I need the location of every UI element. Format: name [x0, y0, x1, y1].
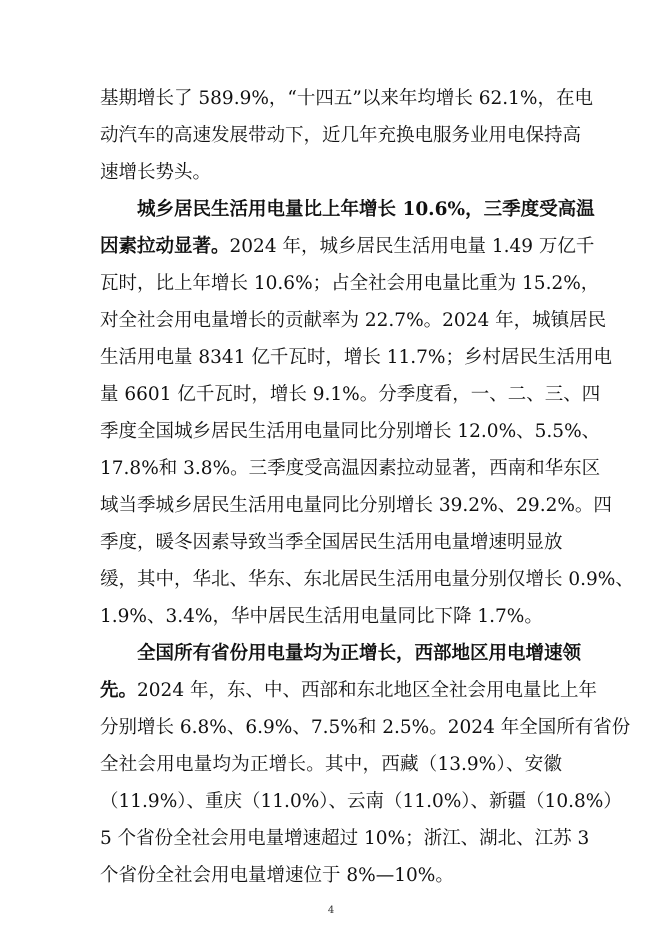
paragraph-line — [137, 643, 582, 665]
page-number: 4 — [327, 905, 335, 916]
paragraph-line — [100, 717, 631, 739]
bold-heading-text: 先。 — [100, 680, 138, 701]
paragraph-line — [100, 310, 607, 332]
line-text: 2024 年，城乡居民生活用电量 1.49 万亿千 — [229, 236, 595, 257]
line-text: 动汽车的高速发展带动下，近几年充换电服务业用电保持高 — [100, 125, 582, 146]
paragraph-line — [100, 236, 595, 258]
line-text: 域当季城乡居民生活用电量同比分别增长 39.2%、29.2%。四 — [100, 495, 612, 516]
line-text: 对全社会用电量增长的贡献率为 22.7%。2024 年，城镇居民 — [100, 310, 607, 331]
paragraph-line — [100, 606, 562, 628]
paragraph-line — [100, 88, 593, 110]
paragraph-line — [100, 273, 600, 295]
paragraph-line — [100, 532, 562, 554]
paragraph-line — [100, 347, 612, 369]
paragraph-line — [100, 384, 601, 406]
bold-heading-text: 全国所有省份用电量均为正增长，西部地区用电增速领 — [137, 643, 582, 664]
line-text: 1.9%、3.4%，华中居民生活用电量同比下降 1.7%。 — [100, 606, 543, 627]
line-text: 速增长势头。 — [100, 162, 212, 183]
line-text: 季度全国城乡居民生活用电量同比分别增长 12.0%、5.5%、 — [100, 421, 601, 442]
paragraph-line — [100, 680, 597, 702]
line-text: 基期增长了 589.9%，“十四五”以来年均增长 62.1%，在电 — [100, 88, 593, 109]
line-text: （11.9%）、重庆（11.0%）、云南（11.0%）、新疆（10.8%） — [100, 791, 622, 812]
line-text: 分别增长 6.8%、6.9%、7.5%和 2.5%。2024 年全国所有省份 — [100, 717, 631, 738]
bold-heading-text: 城乡居民生活用电量比上年增长 10.6%，三季度受高温 — [137, 199, 595, 220]
paragraph-line — [100, 865, 562, 887]
paragraph-line — [100, 569, 634, 591]
line-text: 个省份全社会用电量增速位于 8%—10%。 — [100, 865, 454, 886]
paragraph-line — [100, 791, 622, 813]
line-text: 量 6601 亿千瓦时，增长 9.1%。分季度看，一、二、三、四 — [100, 384, 601, 405]
bold-heading-text: 因素拉动显著。 — [100, 236, 230, 257]
paragraph-line — [100, 828, 590, 850]
paragraph-line — [100, 125, 582, 147]
paragraph-line — [100, 754, 562, 776]
paragraph-line — [100, 495, 612, 517]
paragraph-line — [100, 421, 601, 443]
line-text: 2024 年，东、中、西部和东北地区全社会用电量比上年 — [137, 680, 597, 701]
paragraph-line — [100, 162, 562, 184]
line-text: 生活用电量 8341 亿千瓦时，增长 11.7%；乡村居民生活用电 — [100, 347, 612, 368]
line-text: 季度，暖冬因素导致当季全国居民生活用电量增速明显放 — [100, 532, 563, 553]
paragraph-line — [100, 458, 601, 480]
line-text: 缓，其中，华北、华东、东北居民生活用电量分别仅增长 0.9%、 — [100, 569, 634, 590]
line-text: 5 个省份全社会用电量增速超过 10%；浙江、湖北、江苏 3 — [100, 828, 590, 849]
paragraph-line — [137, 199, 595, 221]
line-text: 瓦时，比上年增长 10.6%；占全社会用电量比重为 15.2%， — [100, 273, 600, 294]
line-text: 全社会用电量均为正增长。其中，西藏（13.9%）、安徽 — [100, 754, 562, 775]
line-text: 17.8%和 3.8%。三季度受高温因素拉动显著，西南和华东区 — [100, 458, 601, 479]
